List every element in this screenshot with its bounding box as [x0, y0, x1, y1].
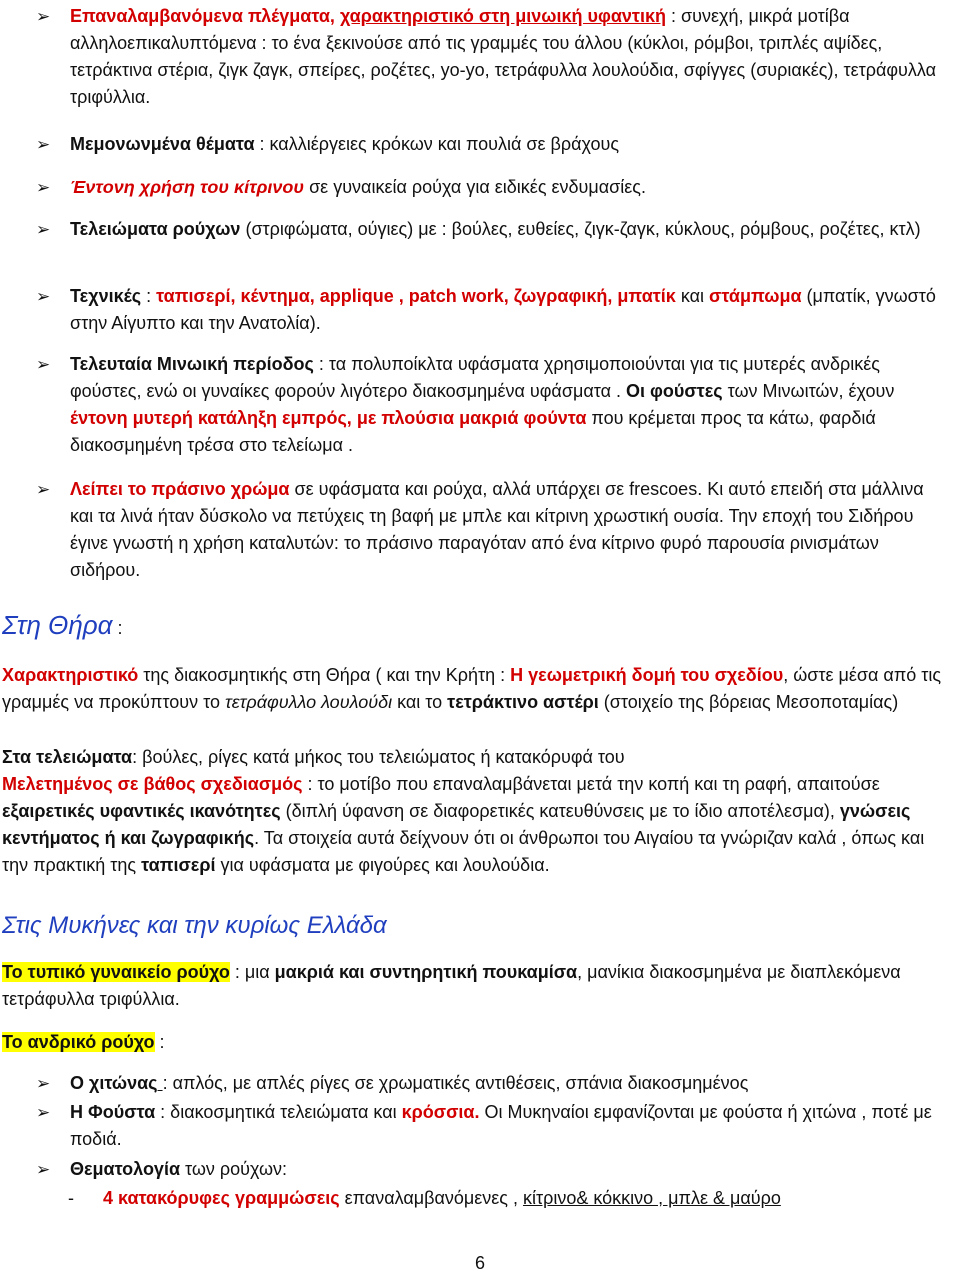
thira-characteristic-paragraph: [0, 662, 960, 716]
embroidery-knowledge-term: γνώσεις κεντήματος ή και ζωγραφικής: [2, 801, 911, 848]
arrow-bullet-icon: ➢: [36, 1103, 51, 1122]
finishes-text: : βούλες, ρίγες κατά μήκος του τελειώματος ή κατακόρυφά του: [132, 747, 625, 767]
bullet-item-green-missing: [0, 476, 960, 584]
arrow-bullet-icon: ➢: [36, 1074, 51, 1093]
late-minoan-term: Τελευταία Μινωική περίοδος: [70, 354, 314, 374]
mens-garment-paragraph: [0, 1029, 960, 1056]
thira-heading: [2, 608, 123, 642]
long-shirt-term: μακριά και συντηρητική πουκαμίσα: [274, 962, 578, 982]
techniques-text: (μπατίκ, γνωστό στην Αίγυπτο και την Ανατολία).: [70, 286, 936, 333]
techniques-colon: :: [141, 286, 157, 306]
bullet-item-skirt: [0, 1099, 960, 1153]
womens-garment-text-b: , μανίκια διακοσμημένα με διαπλεκόμενα τετράφυλλα τριφύλλια.: [2, 962, 901, 1009]
skirts-text-a: των Μινωιτών, έχουν: [722, 381, 895, 401]
thira-design-paragraph: [0, 771, 960, 879]
characteristic-text-b: , ώστε μέσα από τις γραμμές να προκύπτουν το: [2, 665, 942, 712]
arrow-bullet-icon: ➢: [36, 355, 51, 374]
chiton-term: Ο χιτώνας: [70, 1073, 158, 1093]
womens-garment-text-a: : μια: [229, 962, 275, 982]
skirts-term: Οι φούστες: [626, 381, 723, 401]
arrow-bullet-icon: ➢: [36, 178, 51, 197]
arrow-bullet-icon: ➢: [36, 480, 51, 499]
arrow-bullet-icon: ➢: [36, 135, 51, 154]
finishes-term: Στα τελειώματα: [2, 747, 133, 767]
arrow-bullet-icon: ➢: [36, 220, 51, 239]
characteristic-text-a: της διακοσμητικής στη Θήρα ( και την Κρήτη :: [138, 665, 511, 685]
pointed-ending-term: έντονη μυτερή κατάληξη εμπρός, με πλούσια μακριά φούντα: [70, 408, 587, 428]
bullet-item-garment-finishes: [0, 216, 960, 243]
green-missing-text: σε υφάσματα και ρούχα, αλλά υπάρχει σε frescoes. Κι αυτό επειδή στα μάλλινα και τα λινά ήταν δύσκολο να πετύχεις τη βαφή με μπλε και κίτρινη χρωστική ουσία. Την εποχή του Σιδήρου έγινε γνωστή η χρήση καταλυτών: το πράσινο παραγόταν από ένα κίτρινο φυρό παρουσία ρινισμάτων σιδήρου.: [70, 479, 924, 580]
garment-finishes-term: Τελειώματα ρούχων: [70, 219, 241, 239]
fringes-term: κρόσσια.: [401, 1102, 480, 1122]
characteristic-text-c: και το: [392, 692, 448, 712]
stripes-text: επαναλαμβανόμενες ,: [339, 1188, 523, 1208]
stamping-term: στάμπωμα: [709, 286, 802, 306]
four-ray-star-term: τετράκτινο αστέρι: [447, 692, 599, 712]
skirt-text-a: : διακοσμητικά τελειώματα και: [155, 1102, 402, 1122]
skirts-text-b: που κρέμεται προς τα κάτω, φαρδιά διακοσμημένη τρέσα στο τελείωμα .: [70, 408, 876, 455]
yellow-use-term: Έντονη χρήση του κίτρινου: [70, 177, 305, 197]
four-leaf-flower-term: τετράφυλλο λουλούδι: [225, 692, 393, 712]
thira-heading-colon: :: [112, 618, 123, 638]
page-number: 6: [474, 1253, 485, 1273]
repeated-patterns-term: Επαναλαμβανόμενα πλέγματα,: [70, 6, 335, 26]
bullet-item-yellow-use: [0, 174, 960, 201]
techniques-list: ταπισερί, κέντημα, applique , patch work, ζωγραφική, μπατίκ: [156, 286, 676, 306]
themes-term: Θεματολογία: [70, 1159, 181, 1179]
arrow-bullet-icon: ➢: [36, 1160, 51, 1179]
tapestry-term: ταπισερί: [141, 855, 216, 875]
design-text-c: . Τα στοιχεία αυτά δείχνουν ότι οι άνθρωποι του Αιγαίου τα γνώριζαν καλά , όπως και την πρακτική της: [2, 828, 925, 875]
isolated-themes-term: Μεμονωνμένα θέματα: [70, 134, 255, 154]
weaving-skills-term: εξαιρετικές υφαντικές ικανότητες: [2, 801, 281, 821]
stripe-colors: κίτρινο& κόκκινο , μπλε & μαύρο: [522, 1188, 781, 1208]
isolated-themes-text: : καλλιέργειες κρόκων και πουλιά σε βράχους: [254, 134, 620, 154]
mens-garment-colon: :: [154, 1032, 165, 1052]
garment-finishes-text: (στριφώματα, ούγιες) με : βούλες, ευθείες, ζιγκ-ζαγκ, κύκλους, ρόμβους, ροζέτες, κτλ): [240, 219, 921, 239]
green-missing-term: Λείπει το πράσινο χρώμα: [70, 479, 290, 499]
vertical-stripes-term: 4 κατακόρυφες γραμμώσεις: [103, 1188, 340, 1208]
arrow-bullet-icon: ➢: [36, 7, 51, 26]
bullet-item-chiton: [0, 1070, 960, 1097]
bullet-item-late-minoan: [0, 351, 960, 459]
chiton-text: : απλός, με απλές ρίγες σε χρωματικές αντιθέσεις, σπάνια διακοσμημένος: [162, 1073, 749, 1093]
bullet-item-themes: [0, 1156, 960, 1183]
arrow-bullet-icon: ➢: [36, 287, 51, 306]
yellow-use-text: σε γυναικεία ρούχα για ειδικές ενδυμασίες.: [304, 177, 646, 197]
design-text-b: (διπλή ύφανση σε διαφορετικές κατευθύνσεις με το ίδιο αποτέλεσμα),: [280, 801, 840, 821]
minoan-weaving-term: χαρακτηριστικό στη μινωική υφαντική: [339, 6, 667, 26]
design-text-a: : το μοτίβο που επαναλαμβάνεται μετά την κοπή και τη ραφή, απαιτούσε: [302, 774, 880, 794]
late-minoan-text: : τα πολυποίκλτα υφάσματα χρησιμοποιούνται για τις μυτερές ανδρικές φούστες, ενώ οι γυναίκες φορούν λιγότερο διακοσμημένα υφάσματα .: [70, 354, 880, 401]
mycenae-heading-text: Στις Μυκήνες και την κυρίως Ελλάδα: [2, 912, 387, 939]
characteristic-term: Χαρακτηριστικό: [2, 665, 139, 685]
thira-finishes-paragraph: [0, 744, 960, 771]
dash-item-stripes: [0, 1185, 943, 1212]
bullet-item-techniques: [0, 283, 960, 337]
dash-marker: -: [68, 1188, 74, 1208]
themes-text: των ρούχων:: [180, 1159, 288, 1179]
thira-heading-text: Στη Θήρα: [2, 610, 113, 640]
skirt-text-b: Οι Μυκηναίοι εμφανίζονται με φούστα ή χιτώνα , ποτέ με ποδιά.: [70, 1102, 932, 1149]
repeated-patterns-text: : συνεχή, μικρά μοτίβα αλληλοεπικαλυπτόμενα : το ένα ξεκινούσε από τις γραμμές του άλλου (κύκλοι, ρόμβοι, τριπλές αψίδες, τετράκτινα στέρια, ζιγκ ζαγκ, σπείρες, ροζέτες, yo-yo, τετράφυλλα λουλούδια, σφίγγες (συριακές), τετράφυλλα τριφύλλια.: [70, 6, 937, 107]
bullet-item-repeated-patterns: [0, 3, 960, 111]
characteristic-text-d: (στοιχείο της βόρειας Μεσοποταμίας): [598, 692, 899, 712]
womens-garment-paragraph: [0, 959, 960, 1013]
deep-design-term: Μελετημένος σε βάθος σχεδιασμός: [2, 774, 303, 794]
mens-garment-term: Το ανδρικό ρούχο: [2, 1032, 155, 1052]
geometric-structure-term: Η γεωμετρική δομή του σχεδίου: [510, 665, 784, 685]
design-text-d: για υφάσματα με φιγούρες και λουλούδια.: [215, 855, 550, 875]
mycenae-heading: [2, 910, 387, 942]
womens-garment-term: Το τυπικό γυναικείο ρούχο: [2, 962, 230, 982]
skirt-term: Η Φούστα: [70, 1102, 156, 1122]
techniques-term: Τεχνικές: [70, 286, 142, 306]
techniques-and: και: [675, 286, 710, 306]
bullet-item-isolated-themes: [0, 131, 960, 158]
